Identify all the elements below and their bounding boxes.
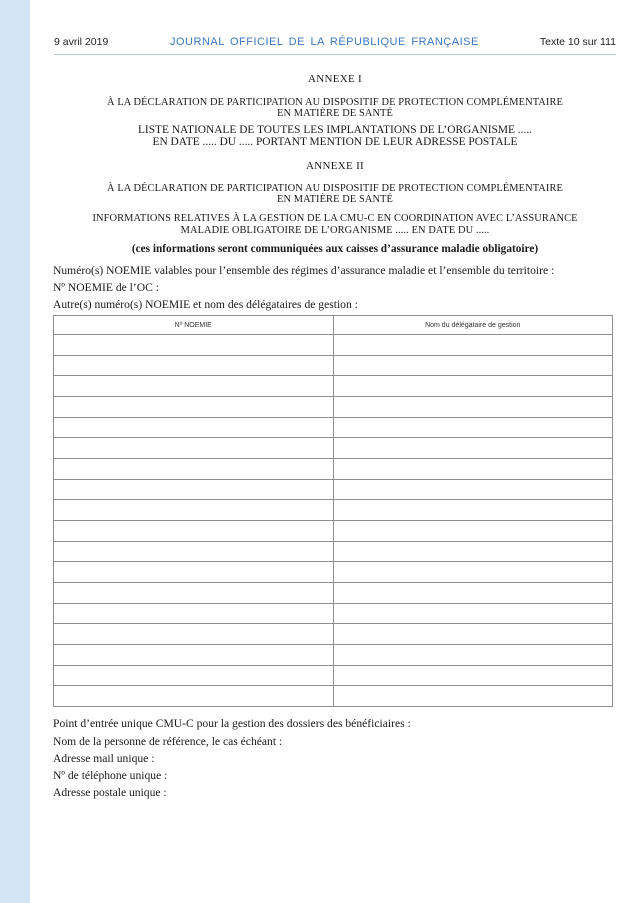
field-email: Adresse mail unique : [53, 752, 155, 765]
delegate-cell [333, 665, 613, 686]
delegate-cell [333, 376, 613, 397]
table-row [54, 665, 613, 686]
field-other-noemie: Autre(s) numéro(s) NOEMIE et nom des délégataires de gestion : [53, 298, 358, 311]
annexe-2-info-line2: MALADIE OBLIGATOIRE DE L’ORGANISME ..... EN DATE DU ..... [180, 225, 490, 236]
column-header-noemie: Nº NOEMIE [54, 316, 334, 335]
delegate-cell [333, 644, 613, 665]
annexe-2-title: ANNEXE II [306, 160, 364, 172]
noemie-cell [54, 541, 334, 562]
table-row [54, 458, 613, 479]
table-body [54, 335, 613, 707]
delegate-cell [333, 582, 613, 603]
document-page [30, 0, 616, 903]
noemie-cell [54, 396, 334, 417]
delegate-cell [333, 355, 613, 376]
annexe-2-info-line1: INFORMATIONS RELATIVES À LA GESTION DE LA CMU-C EN COORDINATION AVEC L’ASSURANCE [92, 213, 578, 224]
annexe-1-title: ANNEXE I [307, 73, 363, 85]
field-reference-person: Nom de la personne de référence, le cas échéant : [53, 735, 283, 748]
noemie-cell [54, 355, 334, 376]
noemie-cell [54, 562, 334, 583]
field-postal-address: Adresse postale unique : [53, 786, 167, 799]
noemie-cell [54, 624, 334, 645]
delegate-cell [333, 624, 613, 645]
noemie-cell [54, 458, 334, 479]
delegate-cell [333, 438, 613, 459]
left-margin-band [0, 0, 30, 903]
annexe-1-list-line1: LISTE NATIONALE DE TOUTES LES IMPLANTATIONS DE L’ORGANISME ..... [137, 124, 533, 136]
delegate-cell [333, 562, 613, 583]
delegate-cell [333, 500, 613, 521]
table-row [54, 562, 613, 583]
annexe-2-subtitle-line2: EN MATIÈRE DE SANTÉ [277, 194, 393, 205]
table-row [54, 520, 613, 541]
table-row [54, 376, 613, 397]
table-row [54, 541, 613, 562]
delegate-cell [333, 541, 613, 562]
column-header-delegate: Nom du délégataire de gestion [333, 316, 613, 335]
annexe-1-list-line2: EN DATE ..... DU ..... PORTANT MENTION DE LEUR ADRESSE POSTALE [152, 136, 518, 148]
text-number: Texte 10 sur 111 [539, 36, 616, 48]
table-row [54, 396, 613, 417]
table-header-row [54, 316, 613, 335]
noemie-cell [54, 686, 334, 707]
table-row [54, 644, 613, 665]
field-noemie-oc: Nº NOEMIE de l’OC : [53, 281, 159, 294]
table-row [54, 355, 613, 376]
table-row [54, 479, 613, 500]
page-header [54, 36, 616, 52]
table-row [54, 417, 613, 438]
annexe-2-note: (ces informations seront communiquées aux caisses d’assurance maladie obligatoire) [131, 243, 539, 255]
noemie-cell [54, 520, 334, 541]
annexe-2-subtitle-line1: À LA DÉCLARATION DE PARTICIPATION AU DISPOSITIF DE PROTECTION COMPLÉMENTAIRE [107, 183, 563, 194]
delegate-cell [333, 458, 613, 479]
annexe-1-subtitle-line2: EN MATIÈRE DE SANTÉ [277, 108, 393, 119]
header-date: 9 avril 2019 [54, 36, 109, 48]
table-row [54, 582, 613, 603]
journal-title: JOURNAL OFFICIEL DE LA RÉPUBLIQUE FRANÇAISE [170, 36, 479, 48]
noemie-cell [54, 438, 334, 459]
noemie-cell [54, 335, 334, 356]
delegate-cell [333, 396, 613, 417]
delegate-cell [333, 520, 613, 541]
delegate-cell [333, 479, 613, 500]
field-single-entry-point: Point d’entrée unique CMU-C pour la gestion des dossiers des bénéficiaires : [53, 717, 411, 730]
noemie-cell [54, 479, 334, 500]
noemie-cell [54, 582, 334, 603]
noemie-cell [54, 644, 334, 665]
table-row [54, 624, 613, 645]
annexe-1-subtitle-line1: À LA DÉCLARATION DE PARTICIPATION AU DISPOSITIF DE PROTECTION COMPLÉMENTAIRE [107, 97, 563, 108]
noemie-cell [54, 500, 334, 521]
delegate-cell [333, 417, 613, 438]
table-row [54, 335, 613, 356]
delegate-cell [333, 335, 613, 356]
delegate-cell [333, 603, 613, 624]
table-row [54, 686, 613, 707]
table-row [54, 500, 613, 521]
noemie-delegates-table [53, 315, 613, 707]
delegate-cell [333, 686, 613, 707]
table-row [54, 603, 613, 624]
noemie-cell [54, 665, 334, 686]
noemie-cell [54, 376, 334, 397]
noemie-cell [54, 417, 334, 438]
header-divider [54, 54, 616, 55]
table-row [54, 438, 613, 459]
field-phone: Nº de téléphone unique : [53, 769, 168, 782]
noemie-cell [54, 603, 334, 624]
field-noemie-valid-numbers: Numéro(s) NOEMIE valables pour l’ensemble des régimes d’assurance maladie et l’ensemble du territoire : [53, 264, 555, 277]
